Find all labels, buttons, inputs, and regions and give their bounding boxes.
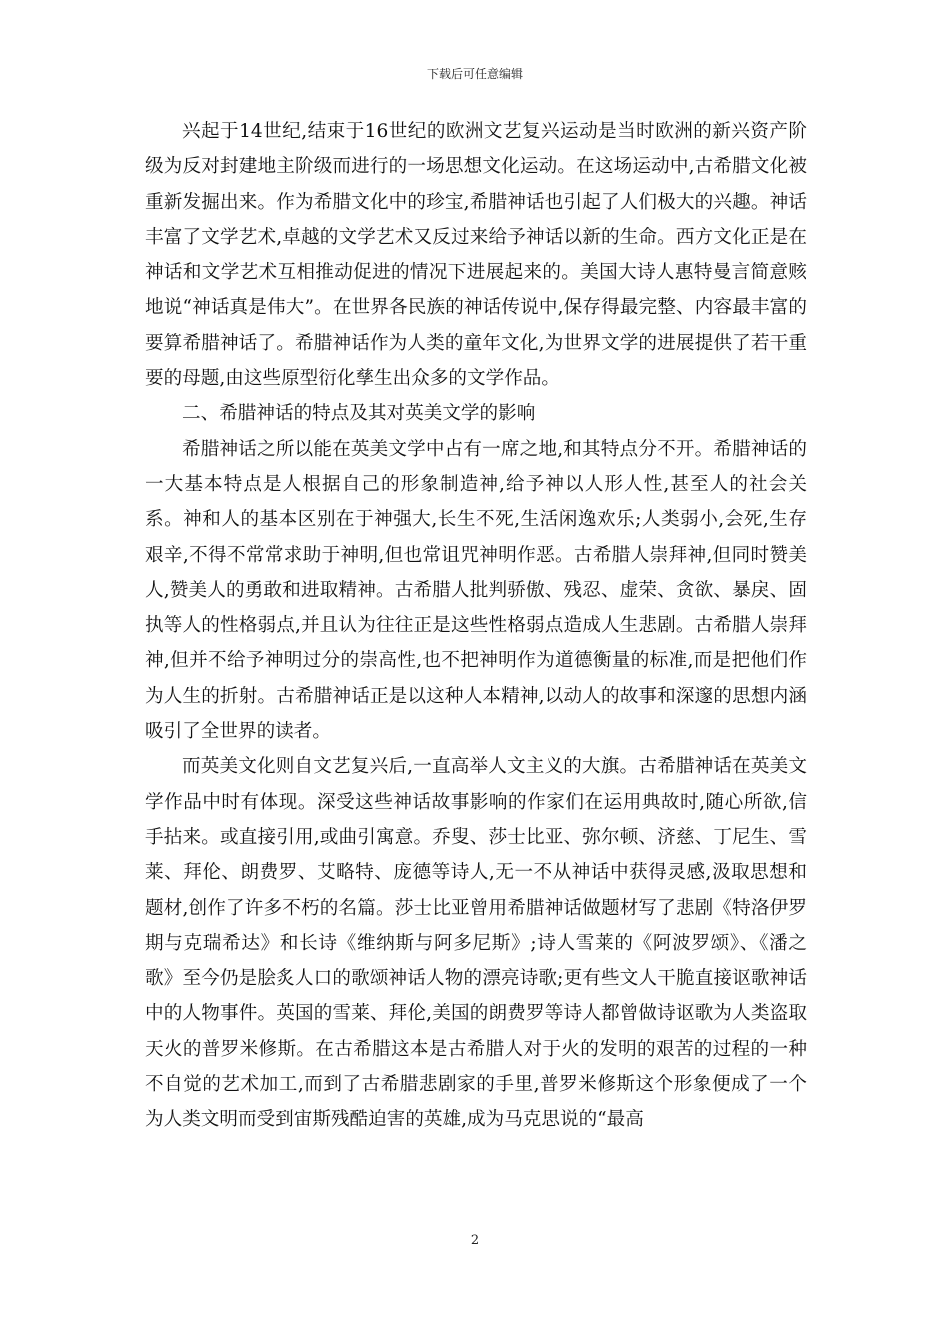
paragraph-renaissance: 兴起于14世纪,结束于16世纪的欧洲文艺复兴运动是当时欧洲的新兴资产阶级为反对封建地主阶级而进行的一场思想文化运动。在这场运动中,古希腊文化被重新发掘出来。作为希腊文化中的珍宝,希腊神话也引起了人们极大的兴趣。神话丰富了文学艺术,卓越的文学艺术又反过来给予神话以新的生命。西方文化正是在神话和文学艺术互相推动促进的情况下进展起来的。美国大诗人惠特曼言简意赅地说“神话真是伟大”。在世界各民族的神话传说中,保存得最完整、内容最丰富的要算希腊神话了。希腊神话作为人类的童年文化,为世界文学的进展提供了若干重要的母题,由这些原型衍化孳生出众多的文学作品。 [145, 121, 807, 390]
section-heading: 二、希腊神话的特点及其对英美文学的影响 [182, 403, 536, 425]
paragraph-anglo-american-influence: 而英美文化则自文艺复兴后,一直高举人文主义的大旗。古希腊神话在英美文学作品中时有体现。深受这些神话故事影响的作家们在运用典故时,随心所欲,信手拈来。或直接引用,或曲引寓意。乔叟、莎士比亚、弥尔顿、济慈、丁尼生、雪莱、拜伦、朗费罗、艾略特、庞德等诗人,无一不从神话中获得灵感,汲取思想和题材,创作了许多不朽的名篇。莎士比亚曾用希腊神话做题材写了悲剧《特洛伊罗期与克瑞希达》和长诗《维纳斯与阿多尼斯》;诗人雪莱的《阿波罗颂》、《潘之歌》至今仍是脍炙人口的歌颂神话人物的漂亮诗歌;更有些文人干脆直接讴歌神话中的人物事件。英国的雪莱、拜伦,美国的朗费罗等诗人都曾做诗讴歌为人类盗取天火的普罗米修斯。在古希腊这本是古希腊人对于火的发明的艰苦的过程的一种不自觉的艺术加工,而到了古希腊悲剧家的手里,普罗米修斯这个形象便成了一个为人类文明而受到宙斯残酷迫害的英雄,成为马克思说的“最高 [145, 756, 807, 1131]
page-number: 2 [470, 1233, 480, 1248]
page-header-note: 下载后可任意编辑 [426, 67, 523, 81]
paragraph-myth-features: 希腊神话之所以能在英美文学中占有一席之地,和其特点分不开。希腊神话的一大基本特点是人根据自己的形象制造神,给予神以人形人性,甚至人的社会关系。神和人的基本区别在于神强大,长生不死,生活闲逸欢乐;人类弱小,会死,生存艰辛,不得不常常求助于神明,但也常诅咒神明作恶。古希腊人崇拜神,但同时赞美人,赞美人的勇敢和进取精神。古希腊人批判骄傲、残忍、虚荣、贪欲、暴戾、固执等人的性格弱点,并且认为往往正是这些性格弱点造成人生悲剧。古希腊人崇拜神,但并不给予神明过分的崇高性,也不把神明作为道德衡量的标准,而是把他们作为人生的折射。古希腊神话正是以这种人本精神,以动人的故事和深邃的思想内涵吸引了全世界的读者。 [145, 438, 807, 743]
document-body [145, 114, 807, 1138]
